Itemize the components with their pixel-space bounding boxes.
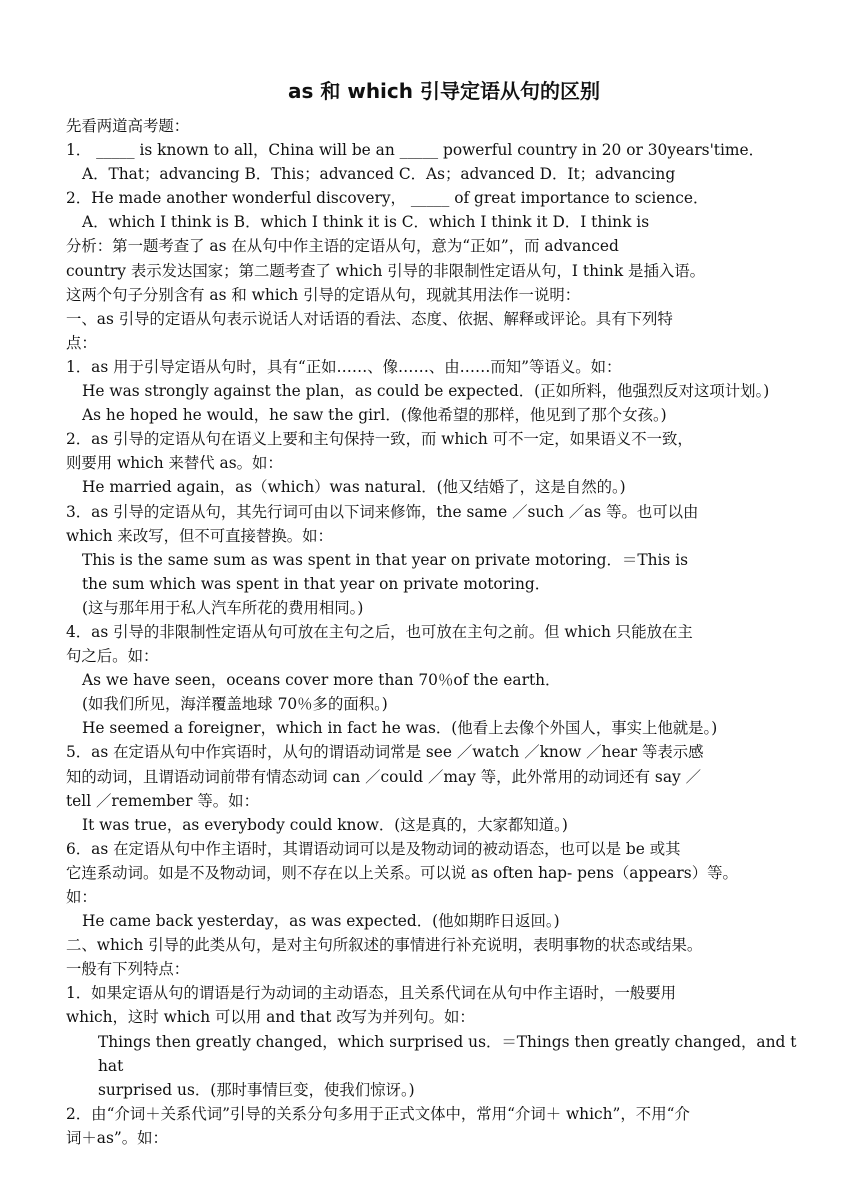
text-line: 知的动词，且谓语动词前带有情态动词 can ／could ／may 等，此外常用的动词还有 say ／ <box>66 767 701 786</box>
text-line: country 表示发达国家；第二题考查了 which 引导的非限制性定语从句，I think 是插入语。 <box>66 261 706 280</box>
text-line: 6．as 在定语从句中作主语时，其谓语动词可以是及物动词的被动语态，也可以是 be 或其 <box>66 839 681 858</box>
text-line: (如我们所见，海洋覆盖地球 70％多的面积。) <box>82 695 388 714</box>
text-line: He married again，as（which）was natural．(他又结婚了，这是自然的。) <box>82 478 626 497</box>
text-line: A．That；advancing B．This；advanced C．As；advanced D．It；advancing <box>82 165 676 184</box>
text-line: He seemed a foreigner，which in fact he was．(他看上去像个外国人，事实上他就是。) <box>82 719 718 738</box>
text-line: 2．由“介词＋关系代词”引导的关系分句多用于正式文体中，常用“介词＋ which”，不用“介 <box>66 1104 690 1123</box>
text-line: 3．as 引导的定语从句，其先行词可由以下词来修饰，the same ／such ／as 等。也可以由 <box>66 502 699 521</box>
text-line: It was true，as everybody could know．(这是真的，大家都知道。) <box>82 815 568 834</box>
text-line: Things then greatly changed，which surprised us．＝Things then greatly changed，and that <box>98 1032 797 1075</box>
text-line: 二、which 引导的此类从句，是对主句所叙述的事情进行补充说明，表明事物的状态或结果。 <box>66 936 703 955</box>
text-line: 4．as 引导的非限制性定语从句可放在主句之后，也可放在主句之前。但 which 只能放在主 <box>66 622 693 641</box>
text-line: He came back yesterday，as was expected．(他如期昨日返回。) <box>82 912 560 931</box>
text-line: This is the same sum as was spent in that year on private motoring．＝This is <box>82 550 689 569</box>
document-title: as 和 which 引导定语从句的区别 <box>288 79 600 103</box>
text-line: 1． _____ is known to all，China will be an _____ powerful country in 20 or 30years'time． <box>66 141 765 160</box>
text-line: 则要用 which 来替代 as。如： <box>66 454 283 473</box>
text-line: 词＋as”。如： <box>66 1128 168 1147</box>
text-line: 一、as 引导的定语从句表示说话人对话语的看法、态度、依据、解释或评论。具有下列特 <box>66 309 673 328</box>
text-line: 先看两道高考题： <box>66 117 190 135</box>
text-line: 如： <box>66 888 97 906</box>
text-line: He was strongly against the plan，as could be expected．(正如所料，他强烈反对这项计划。) <box>82 382 770 401</box>
text-line: which，这时 which 可以用 and that 改写为并列句。如： <box>66 1008 475 1027</box>
text-line: 5．as 在定语从句中作宾语时，从句的谓语动词常是 see ／watch ／know ／hear 等表示感 <box>66 743 704 762</box>
text-line: A．which I think is B．which I think it is C．which I think it D．I think is <box>82 213 650 232</box>
document-body <box>66 114 802 1150</box>
text-line: 1．as 用于引导定语从句时，具有“正如……、像……、由……而知”等语义。如： <box>66 357 622 376</box>
text-line: 分析：第一题考查了 as 在从句中作主语的定语从句，意为“正如”，而 advanced <box>66 237 619 256</box>
text-line: 2．as 引导的定语从句在语义上要和主句保持一致，而 which 可不一定，如果语义不一致， <box>66 430 693 449</box>
text-line: 2．He made another wonderful discovery， _____ of great importance to science． <box>66 189 709 208</box>
text-line: As we have seen，oceans cover more than 70％of the earth． <box>82 671 561 690</box>
text-line: 点： <box>66 333 97 352</box>
text-line: the sum which was spent in that year on private motoring． <box>82 574 551 593</box>
text-line: 一般有下列特点： <box>66 960 190 979</box>
text-line: 句之后。如： <box>66 647 159 666</box>
text-line: (这与那年用于私人汽车所花的费用相同。) <box>82 598 364 617</box>
text-line: 1．如果定语从句的谓语是行为动词的主动语态，且关系代词在从句中作主语时，一般要用 <box>66 984 677 1003</box>
text-line: tell ／remember 等。如： <box>66 791 259 810</box>
text-line: 这两个句子分别含有 as 和 which 引导的定语从句，现就其用法作一说明： <box>66 285 581 304</box>
text-line: 它连系动词。如是不及物动词，则不存在以上关系。可以说 as often hap- pens（appears）等。 <box>66 863 738 882</box>
text-line: which 来改写，但不可直接替换。如： <box>66 526 333 545</box>
text-line: As he hoped he would，he saw the girl．(像他希望的那样，他见到了那个女孩。) <box>82 406 667 425</box>
text-line: surprised us．(那时事情巨变，使我们惊讶。) <box>98 1080 415 1099</box>
